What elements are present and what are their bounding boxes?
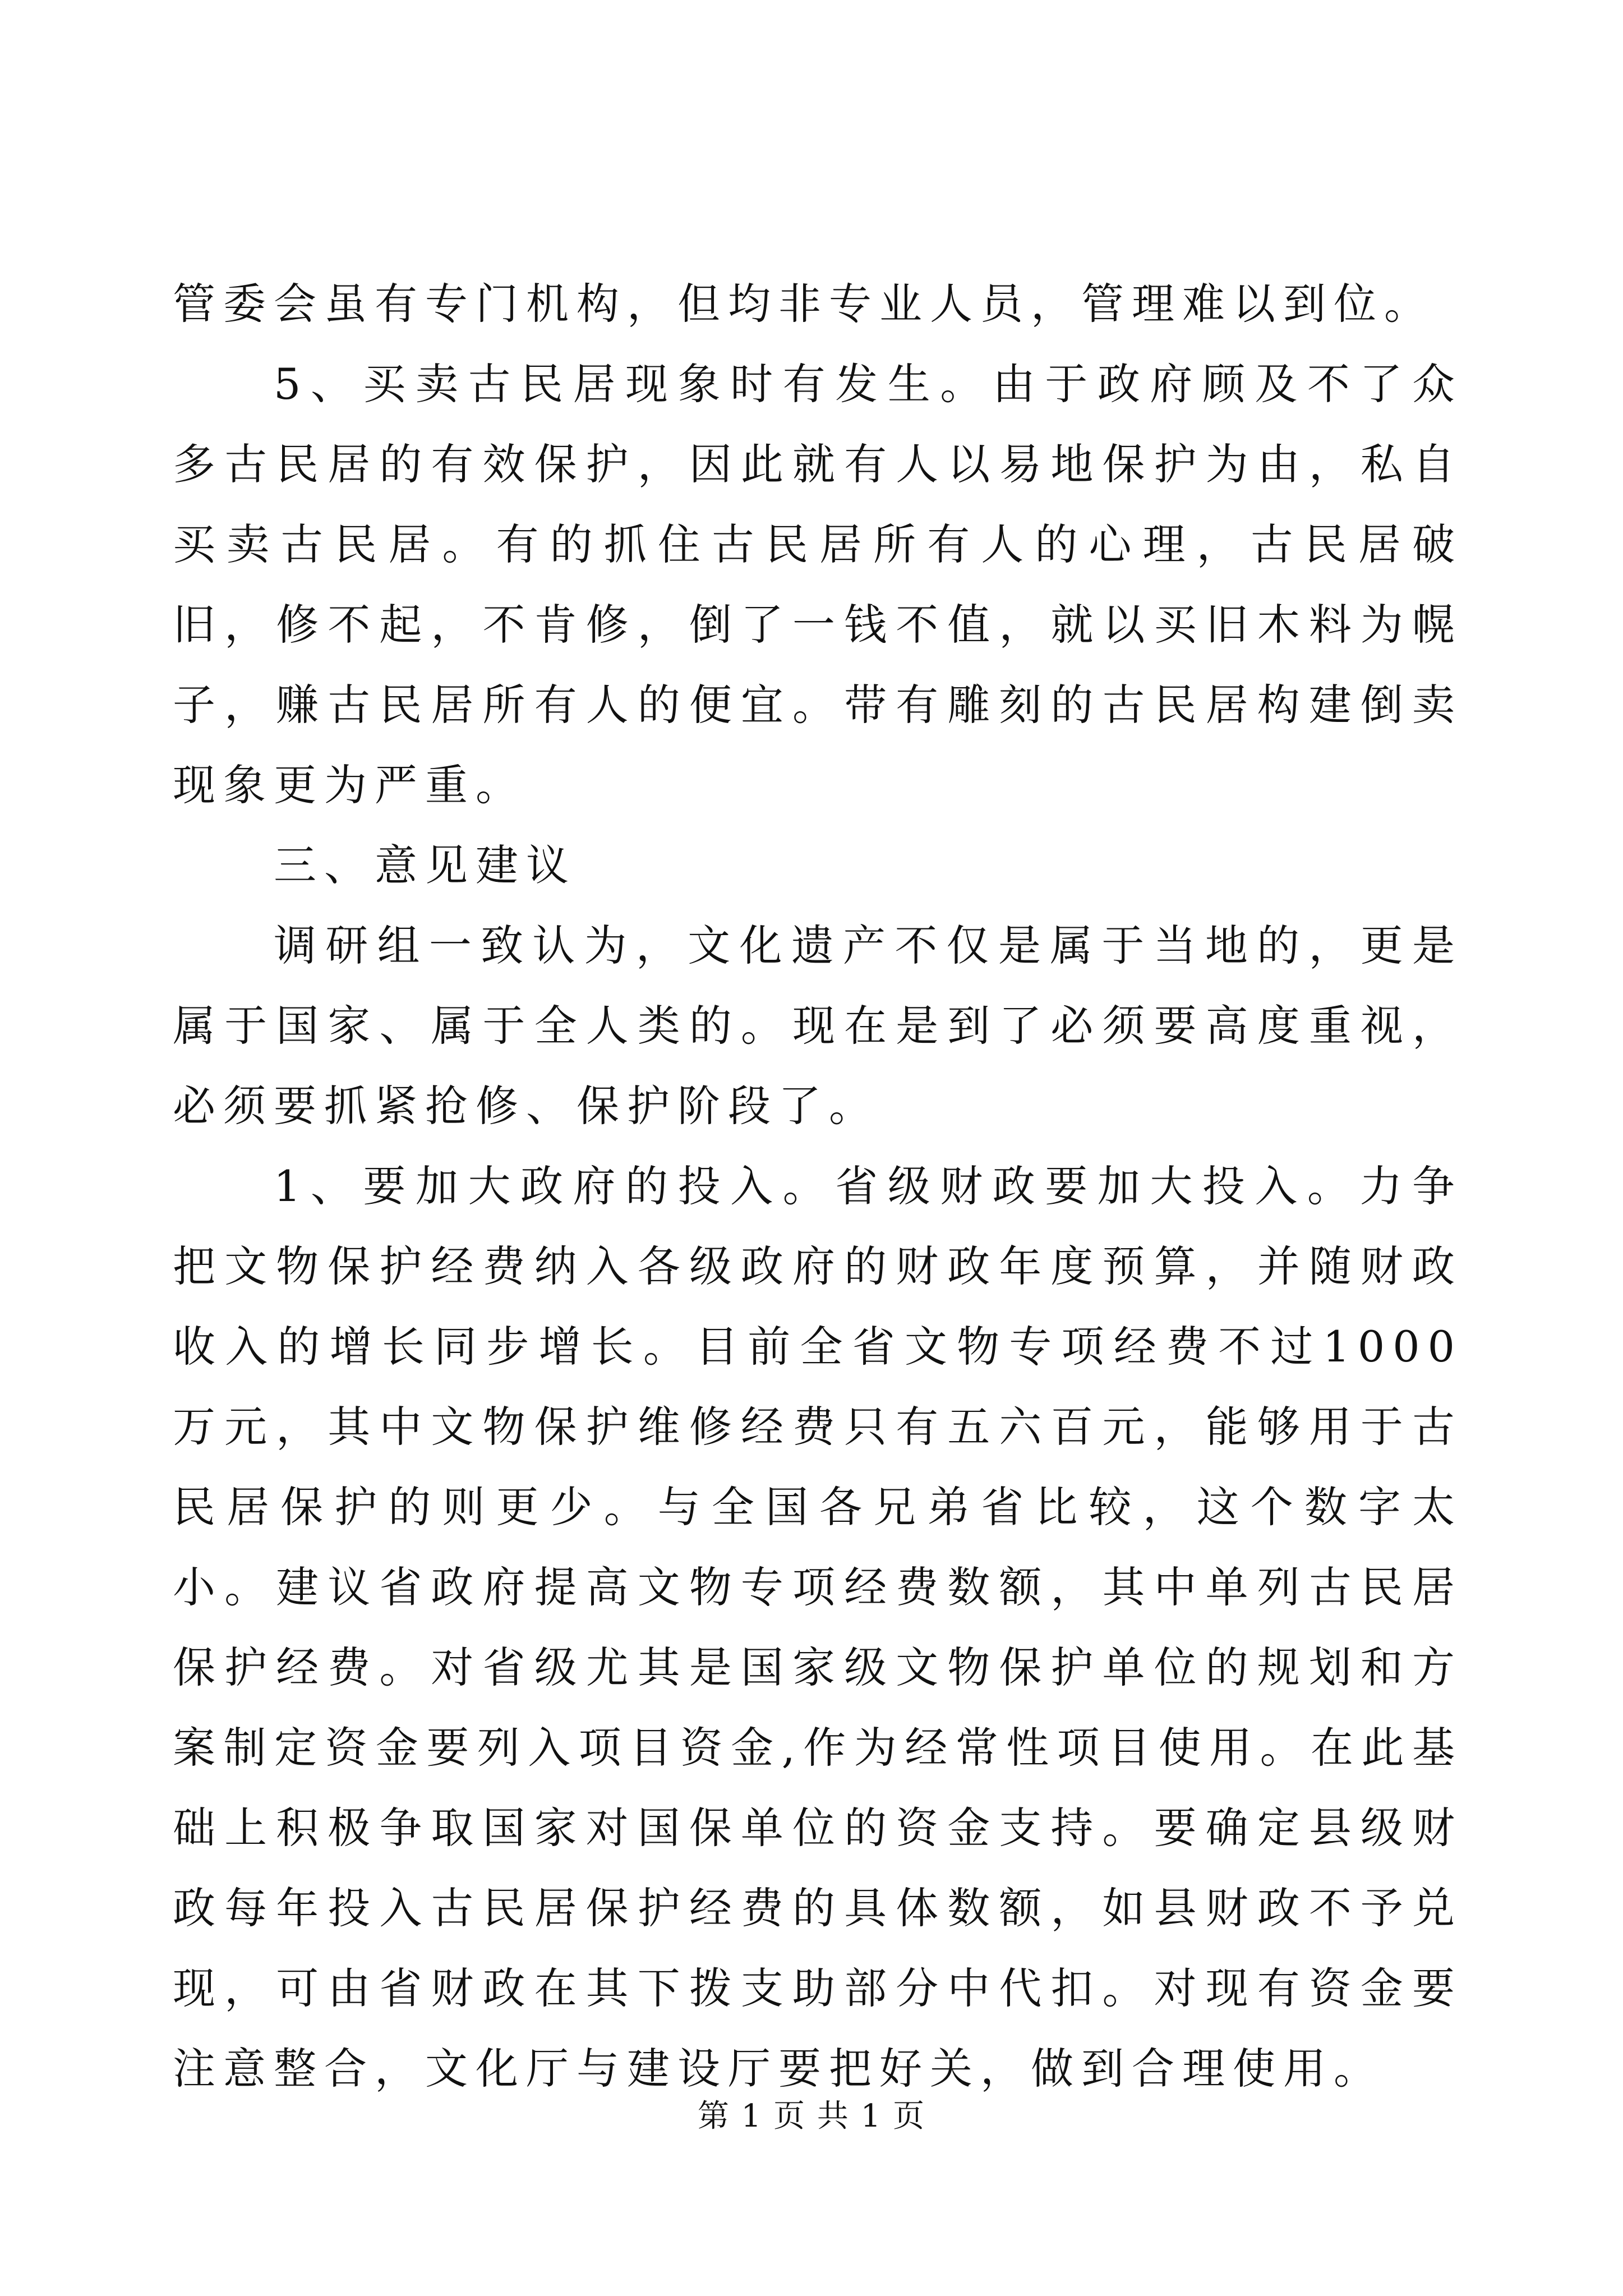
section-heading: 三、意见建议 [274,840,577,890]
paragraph-3: 调研组一致认为，文化遗产不仅是属于当地的，更是属于国家、属于全人类的。现在是到了必须要高度重视，必须要抓紧抢修、保护阶段了。 [173,921,1463,1131]
document-body [173,264,1463,2109]
paragraph-4: 1、要加大政府的投入。省级财政要加大投入。力争把文物保护经费纳入各级政府的财政年度预算，并随财政收入的增长同步增长。目前全省文物专项经费不过1000万元，其中文物保护维修经费只有五六百元，能够用于古民居保护的则更少。与全国各兄弟省比较，这个数字太小。建议省政府提高文物专项经费数额，其中单列古民居保护经费。对省级尤其是国家级文物保护单位的规划和方案制定资金要列入项目资金,作为经常性项目使用。在此基础上积极争取国家对国保单位的资金支持。要确定县级财政每年投入古民居保护经费的具体数额，如县财政不予兑现，可由省财政在其下拨支助部分中代扣。对现有资金要注意整合，文化厅与建设厅要把好关，做到合理使用。 [173,1161,1463,2093]
page-footer: 第 1 页 共 1 页 [697,2098,926,2134]
paragraph-2: 5、买卖古民居现象时有发生。由于政府顾及不了众多古民居的有效保护，因此就有人以易地保护为由，私自买卖古民居。有的抓住古民居所有人的心理，古民居破旧，修不起，不肯修，倒了一钱不值，就以买旧木料为幌子，赚古民居所有人的便宜。带有雕刻的古民居构建倒卖现象更为严重。 [173,359,1463,810]
paragraph-1: 管委会虽有专门机构，但均非专业人员，管理难以到位。 [173,279,1435,329]
